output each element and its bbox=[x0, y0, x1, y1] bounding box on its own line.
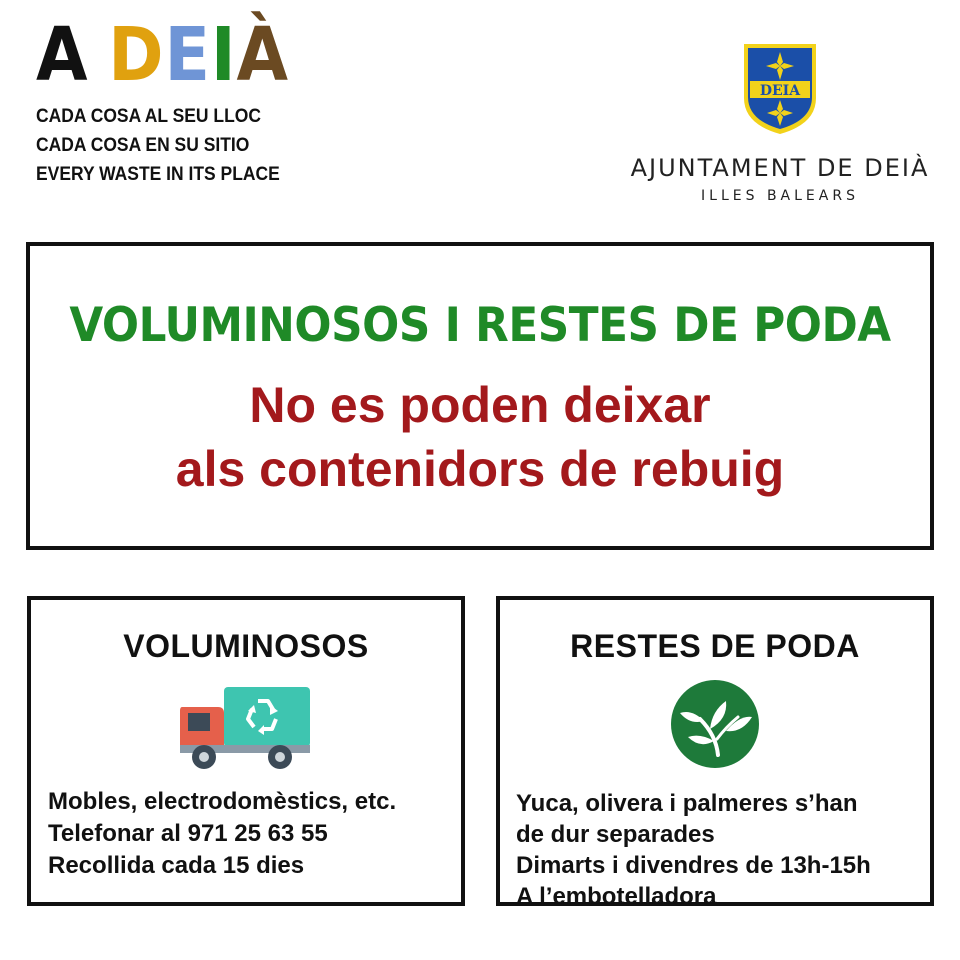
bulky-line-items: Mobles, electrodomèstics, etc. bbox=[48, 788, 397, 815]
brand-letter-3: D bbox=[108, 12, 165, 98]
brand-letter-4: E bbox=[164, 12, 211, 98]
tagline-english: EVERY WASTE IN ITS PLACE bbox=[36, 164, 280, 185]
brand-letter-6: À bbox=[236, 12, 289, 98]
council-logo bbox=[610, 40, 950, 204]
pruning-line-separate-2: de dur separades bbox=[516, 821, 715, 848]
pruning-line-schedule: Dimarts i divendres de 13h-15h bbox=[516, 852, 871, 879]
campaign-logo bbox=[36, 12, 336, 189]
bulky-items-title: VOLUMINOSOS bbox=[123, 628, 369, 664]
pruning-waste-title: RESTES DE PODA bbox=[570, 628, 860, 664]
recycling-truck-icon bbox=[178, 685, 314, 771]
crest-text: DEIA bbox=[759, 83, 801, 99]
leaf-branch-icon bbox=[670, 679, 760, 769]
main-notice-title: VOLUMINOSOS I RESTES DE PODA bbox=[69, 298, 891, 353]
tagline-catalan: CADA COSA AL SEU LLOC bbox=[36, 106, 261, 127]
bulky-line-phone: Telefonar al 971 25 63 55 bbox=[48, 820, 328, 847]
pruning-line-location: A l’embotelladora bbox=[516, 883, 717, 910]
brand-letter-5: I bbox=[210, 12, 237, 98]
council-name: AJUNTAMENT DE DEIÀ bbox=[630, 154, 930, 182]
main-notice-message bbox=[30, 373, 930, 501]
tagline bbox=[36, 102, 336, 189]
main-notice-line-1: No es poden deixar bbox=[249, 377, 711, 433]
pruning-waste-card bbox=[496, 596, 934, 910]
tagline-spanish: CADA COSA EN SU SITIO bbox=[36, 135, 250, 156]
bulky-line-frequency: Recollida cada 15 dies bbox=[48, 852, 305, 879]
brand-wordmark bbox=[36, 12, 306, 98]
crest-icon bbox=[740, 40, 820, 136]
bulky-items-card bbox=[27, 596, 465, 906]
brand-letter-1: A bbox=[36, 12, 89, 98]
main-notice-box bbox=[26, 242, 934, 550]
pruning-waste-details bbox=[516, 788, 930, 912]
bulky-items-details bbox=[48, 786, 461, 882]
council-region: ILLES BALEARS bbox=[701, 188, 859, 204]
main-notice-line-2: als contenidors de rebuig bbox=[175, 441, 785, 497]
pruning-line-separate-1: Yuca, olivera i palmeres s’han bbox=[516, 790, 858, 817]
